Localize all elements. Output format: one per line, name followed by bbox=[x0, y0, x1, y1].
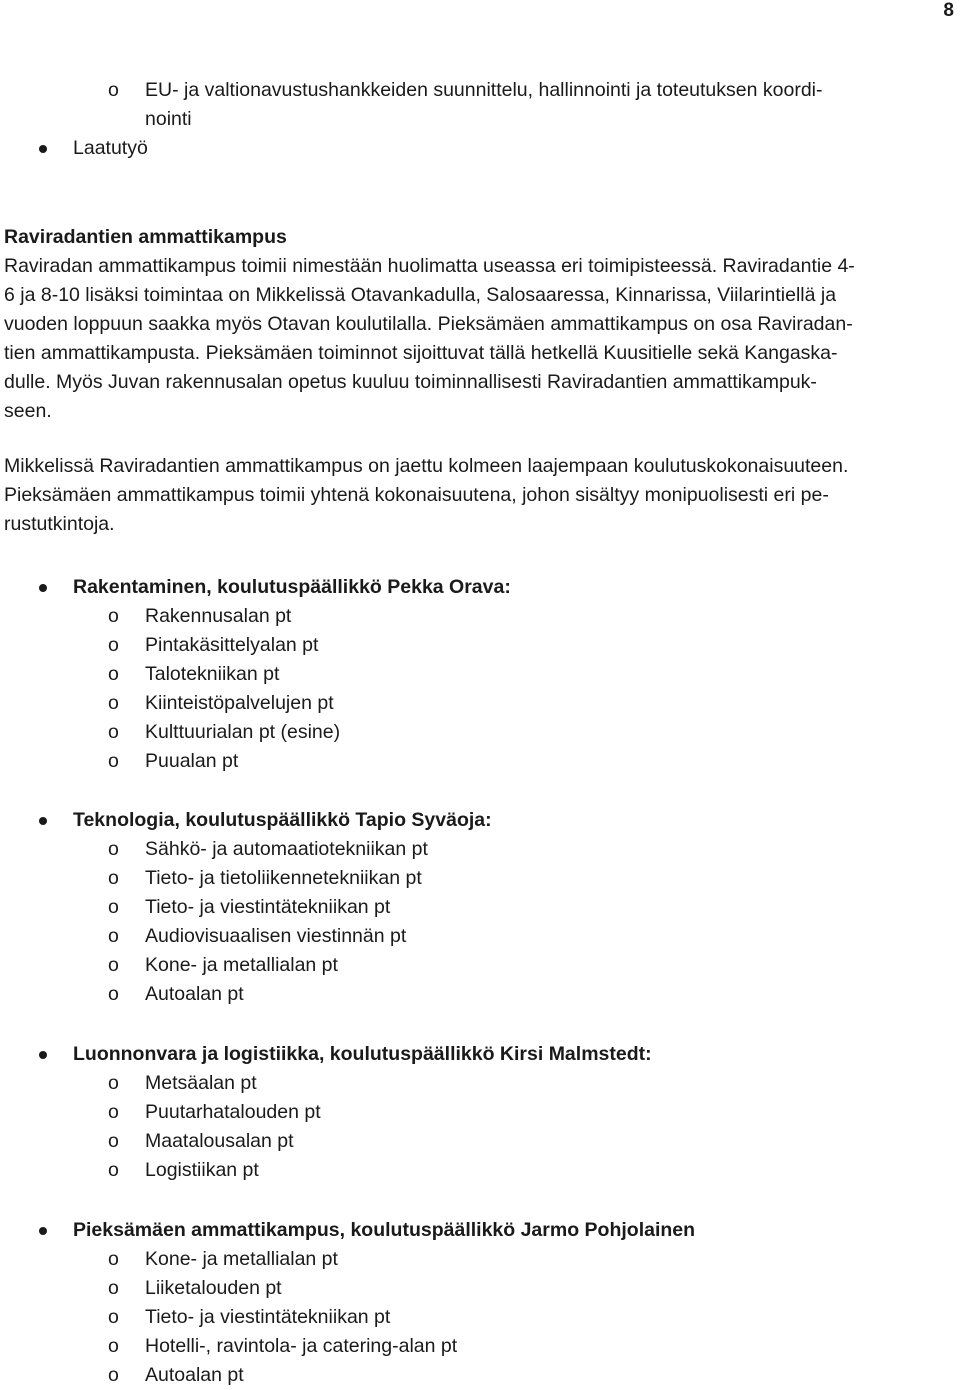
circle-marker: o bbox=[108, 954, 119, 976]
circle-marker: o bbox=[108, 79, 119, 101]
bullet-dot-icon bbox=[39, 1051, 47, 1059]
circle-marker: o bbox=[108, 721, 119, 743]
circle-marker: o bbox=[108, 867, 119, 889]
list-item bbox=[4, 951, 954, 980]
list-item bbox=[4, 602, 954, 631]
circle-marker: o bbox=[108, 692, 119, 714]
list-item-text: EU- ja valtionavustushankkeiden suunnittelu, hallinnointi ja toteutuksen koordi- bbox=[145, 79, 823, 101]
circle-marker: o bbox=[108, 838, 119, 860]
circle-marker: o bbox=[108, 1248, 119, 1270]
list-item-text: Autoalan pt bbox=[145, 1364, 244, 1386]
circle-marker: o bbox=[108, 634, 119, 656]
group-rakentaminen bbox=[4, 573, 954, 776]
paragraph-line: tien ammattikampusta. Pieksämäen toiminnot sijoittuvat tällä hetkellä Kuusitielle sekä Kangaska- bbox=[4, 342, 838, 364]
circle-marker: o bbox=[108, 1277, 119, 1299]
list-item bbox=[4, 1069, 954, 1098]
list-item-text: Kone- ja metallialan pt bbox=[145, 954, 338, 976]
circle-marker: o bbox=[108, 1306, 119, 1328]
paragraph-line: seen. bbox=[4, 400, 52, 422]
list-item-text: Rakennusalan pt bbox=[145, 605, 292, 627]
list-item-text: nointi bbox=[145, 108, 192, 130]
list-item bbox=[4, 893, 954, 922]
list-item bbox=[4, 835, 954, 864]
circle-marker: o bbox=[108, 1072, 119, 1094]
list-item-text: Tieto- ja viestintätekniikan pt bbox=[145, 1306, 391, 1328]
list-item bbox=[4, 1127, 954, 1156]
list-item-text: Autoalan pt bbox=[145, 983, 244, 1005]
group-title: Teknologia, koulutuspäällikkö Tapio Syväoja: bbox=[73, 809, 492, 831]
list-item-text: Metsäalan pt bbox=[145, 1072, 257, 1094]
list-item-text: Talotekniikan pt bbox=[145, 663, 280, 685]
group-title: Luonnonvara ja logistiikka, koulutuspäällikkö Kirsi Malmstedt: bbox=[73, 1043, 652, 1065]
paragraph-1 bbox=[4, 252, 954, 426]
list-item-text: Tieto- ja viestintätekniikan pt bbox=[145, 896, 391, 918]
bullet-dot-icon bbox=[39, 584, 47, 592]
list-item-text: Kiinteistöpalvelujen pt bbox=[145, 692, 334, 714]
paragraph-line: Pieksämäen ammattikampus toimii yhtenä kokonaisuutena, johon sisältyy monipuolisesti eri pe- bbox=[4, 484, 829, 506]
section-heading: Raviradantien ammattikampus bbox=[4, 226, 287, 248]
paragraph-2 bbox=[4, 452, 954, 539]
circle-marker: o bbox=[108, 1101, 119, 1123]
list-item bbox=[4, 1361, 954, 1390]
circle-marker: o bbox=[108, 1130, 119, 1152]
list-item bbox=[4, 747, 954, 776]
list-item bbox=[4, 1332, 954, 1361]
bullet-dot-icon bbox=[39, 817, 47, 825]
list-item-text: Sähkö- ja automaatiotekniikan pt bbox=[145, 838, 428, 860]
group-title-item bbox=[4, 806, 954, 835]
list-item bbox=[4, 631, 954, 660]
list-item bbox=[4, 980, 954, 1009]
page-number: 8 bbox=[943, 0, 954, 21]
list-item-text: Audiovisuaalisen viestinnän pt bbox=[145, 925, 407, 947]
list-item bbox=[4, 718, 954, 747]
list-item bbox=[4, 1245, 954, 1274]
group-pieksamaki bbox=[4, 1216, 954, 1390]
list-item bbox=[4, 76, 954, 105]
paragraph-line: 6 ja 8-10 lisäksi toimintaa on Mikkelissä Otavankadulla, Salosaaressa, Kinnarissa, Viilarintiellä ja bbox=[4, 284, 837, 306]
group-title-item bbox=[4, 1216, 954, 1245]
paragraph-line: rustutkintoja. bbox=[4, 513, 115, 535]
circle-marker: o bbox=[108, 605, 119, 627]
paragraph-line: Raviradan ammattikampus toimii nimestään huolimatta useassa eri toimipisteessä. Raviradantie 4- bbox=[4, 255, 855, 277]
circle-marker: o bbox=[108, 1335, 119, 1357]
list-item-text: Puualan pt bbox=[145, 750, 239, 772]
circle-marker: o bbox=[108, 983, 119, 1005]
bullet-dot-icon bbox=[39, 145, 47, 153]
list-item-text: Puutarhatalouden pt bbox=[145, 1101, 321, 1123]
bullet-dot-icon bbox=[39, 1227, 47, 1235]
circle-marker: o bbox=[108, 750, 119, 772]
paragraph-line: dulle. Myös Juvan rakennusalan opetus kuuluu toiminnallisesti Raviradantien ammattikampuk- bbox=[4, 371, 817, 393]
list-item-text: Maatalousalan pt bbox=[145, 1130, 294, 1152]
list-item bbox=[4, 1303, 954, 1332]
list-item-text: Hotelli-, ravintola- ja catering-alan pt bbox=[145, 1335, 458, 1357]
list-item bbox=[4, 922, 954, 951]
list-item bbox=[4, 689, 954, 718]
group-title: Pieksämäen ammattikampus, koulutuspäällikkö Jarmo Pohjolainen bbox=[73, 1219, 696, 1241]
circle-marker: o bbox=[108, 925, 119, 947]
paragraph-line: vuoden loppuun saakka myös Otavan koulutilalla. Pieksämäen ammattikampus on osa Raviradan- bbox=[4, 313, 853, 335]
bullet-text: Laatutyö bbox=[73, 137, 148, 159]
circle-marker: o bbox=[108, 1364, 119, 1386]
group-title: Rakentaminen, koulutuspäällikkö Pekka Orava: bbox=[73, 576, 511, 598]
paragraph-line: Mikkelissä Raviradantien ammattikampus on jaettu kolmeen laajempaan koulutuskokonaisuuteen. bbox=[4, 455, 849, 477]
list-item-text: Kone- ja metallialan pt bbox=[145, 1248, 338, 1270]
list-item bbox=[4, 1156, 954, 1185]
list-item-text: Pintakäsittelyalan pt bbox=[145, 634, 319, 656]
circle-marker: o bbox=[108, 896, 119, 918]
section bbox=[4, 223, 954, 539]
list-item bbox=[4, 1274, 954, 1303]
list-item bbox=[4, 660, 954, 689]
circle-marker: o bbox=[108, 1159, 119, 1181]
group-teknologia bbox=[4, 806, 954, 1009]
group-luonnonvara bbox=[4, 1040, 954, 1185]
top-list bbox=[4, 76, 954, 163]
list-item-text: Tieto- ja tietoliikennetekniikan pt bbox=[145, 867, 422, 889]
circle-marker: o bbox=[108, 663, 119, 685]
group-title-item bbox=[4, 1040, 954, 1069]
list-item bbox=[4, 864, 954, 893]
list-item-continuation bbox=[4, 105, 954, 134]
group-title-item bbox=[4, 573, 954, 602]
list-item-text: Liiketalouden pt bbox=[145, 1277, 282, 1299]
list-item bbox=[4, 1098, 954, 1127]
bullet-item-laatutyo bbox=[4, 134, 954, 163]
list-item-text: Logistiikan pt bbox=[145, 1159, 259, 1181]
list-item-text: Kulttuurialan pt (esine) bbox=[145, 721, 341, 743]
